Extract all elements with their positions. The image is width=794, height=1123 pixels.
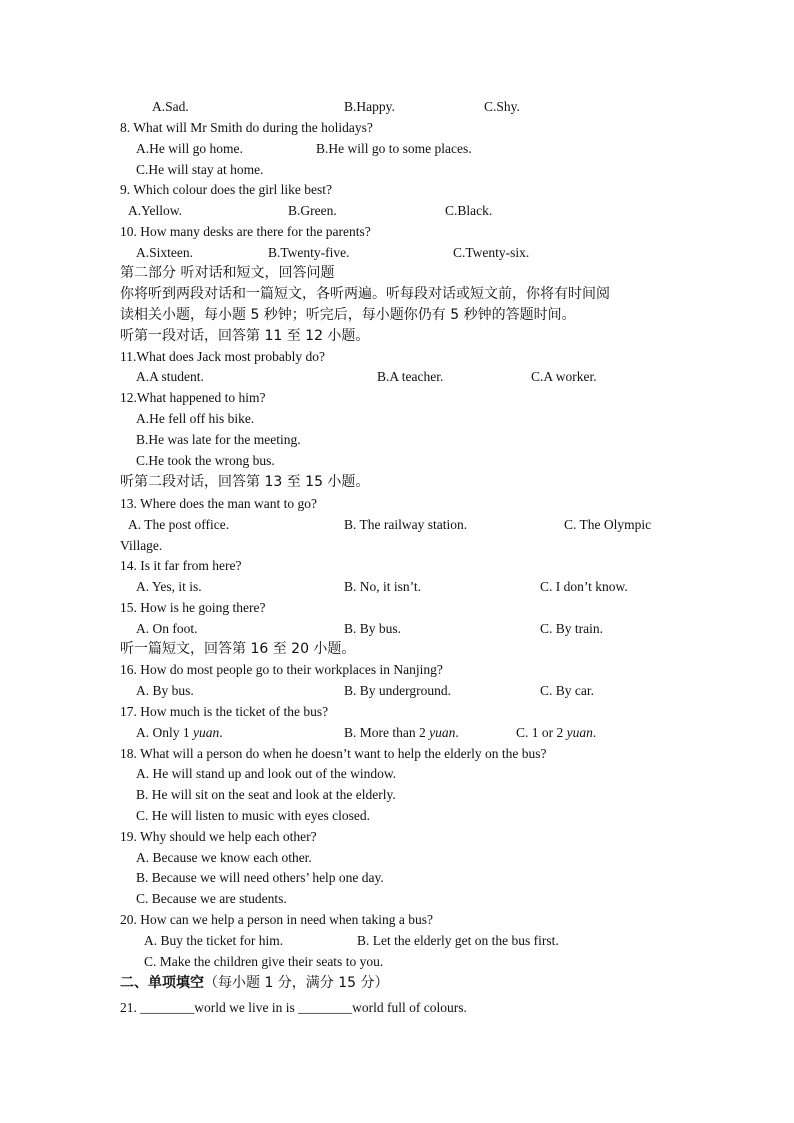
q18-option-b: B. He will sit on the seat and look at the elderly. [136,787,396,802]
q11-option-c: C.A worker. [531,369,597,384]
q9-question: 9. Which colour does the girl like best? [120,182,332,197]
part2-instructions-2: 读相关小题，每小题 5 秒钟；听完后，每小题你仍有 5 秒钟的答题时间。 [120,307,576,323]
q20-question: 20. How can we help a person in need when taking a bus? [120,912,434,927]
q10-option-b: B.Twenty-five. [268,245,350,260]
q8-option-c: C.He will stay at home. [136,162,264,177]
q17-option-b: B. More than 2 yuan. [344,725,459,740]
q16-option-b: B. By underground. [344,683,451,698]
q11-option-b: B.A teacher. [377,369,444,384]
q13-question: 13. Where does the man want to go? [120,496,317,511]
q20-option-c: C. Make the children give their seats to you. [144,954,384,969]
q10-option-a: A.Sixteen. [136,245,193,260]
section2-title: 二、单项填空 [120,975,204,991]
q9-option-b: B.Green. [288,203,337,218]
q11-option-a: A.A student. [136,369,204,384]
part2-instructions-1: 你将听到两段对话和一篇短文，各听两遍。听每段对话或短文前，你将有时间阅 [120,286,610,302]
q13-option-a: A. The post office. [128,517,230,532]
q8-question: 8. What will Mr Smith do during the holidays? [120,120,373,135]
q12-question: 12.What happened to him? [120,390,266,405]
q15-option-a: A. On foot. [136,621,198,636]
q14-option-c: C. I don’t know. [540,579,628,594]
dialog2-heading: 听第二段对话，回答第 13 至 15 小题。 [120,474,370,490]
q8-option-b: B.He will go to some places. [316,141,472,156]
section2-note: （每小题 1 分，满分 15 分） [204,975,389,991]
yuan-unit: yuan [429,725,456,740]
q12-option-c: C.He took the wrong bus. [136,453,275,468]
q20-option-a: A. Buy the ticket for him. [144,933,284,948]
passage-heading: 听一篇短文，回答第 16 至 20 小题。 [120,641,356,657]
q18-option-a: A. He will stand up and look out of the window. [136,766,397,781]
q13-option-b: B. The railway station. [344,517,468,532]
q14-question: 14. Is it far from here? [120,558,242,573]
q18-question: 18. What will a person do when he doesn’t want to help the elderly on the bus? [120,746,547,761]
q15-option-b: B. By bus. [344,621,402,636]
yuan-unit: yuan [193,725,220,740]
q10-option-c: C.Twenty-six. [453,245,530,260]
q19-question: 19. Why should we help each other? [120,829,317,844]
q18-option-c: C. He will listen to music with eyes closed. [136,808,370,823]
q7-option-a: A.Sad. [152,99,189,114]
part2-title: 第二部分 听对话和短文，回答问题 [120,265,335,281]
q12-option-a: A.He fell off his bike. [136,411,255,426]
q16-question: 16. How do most people go to their workplaces in Nanjing? [120,662,443,677]
q15-option-c: C. By train. [540,621,603,636]
q16-option-a: A. By bus. [136,683,194,698]
q16-option-c: C. By car. [540,683,594,698]
q9-option-a: A.Yellow. [128,203,183,218]
q9-option-c: C.Black. [445,203,493,218]
q13-option-c-wrap: Village. [120,538,163,553]
section2-heading [120,974,389,992]
yuan-unit: yuan [566,725,593,740]
q19-option-c: C. Because we are students. [136,891,287,906]
q14-option-b: B. No, it isn’t. [344,579,422,594]
q17-question: 17. How much is the ticket of the bus? [120,704,329,719]
q17-option-c: C. 1 or 2 yuan. [516,725,597,740]
q7-option-b: B.Happy. [344,99,395,114]
q8-option-a: A.He will go home. [136,141,243,156]
q13-option-c: C. The Olympic [564,517,652,532]
q19-option-b: B. Because we will need others’ help one day. [136,870,384,885]
q7-option-c: C.Shy. [484,99,520,114]
q12-option-b: B.He was late for the meeting. [136,432,301,447]
q15-question: 15. How is he going there? [120,600,266,615]
q14-option-a: A. Yes, it is. [136,579,202,594]
q20-option-b: B. Let the elderly get on the bus first. [357,933,559,948]
q10-question: 10. How many desks are there for the parents? [120,224,371,239]
q11-question: 11.What does Jack most probably do? [120,349,325,364]
q17-option-a: A. Only 1 yuan. [136,725,223,740]
dialog1-heading: 听第一段对话，回答第 11 至 12 小题。 [120,328,370,344]
q21-question: 21. ________world we live in is ________world full of colours. [120,1000,467,1015]
q19-option-a: A. Because we know each other. [136,850,312,865]
